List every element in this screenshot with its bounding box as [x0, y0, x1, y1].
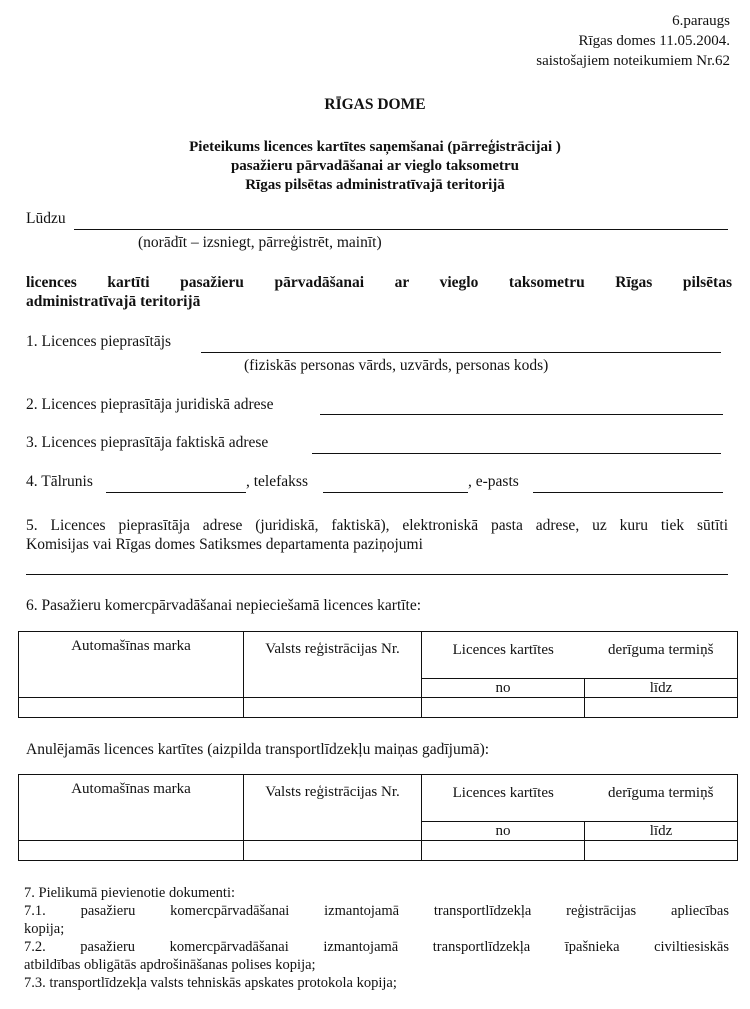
form-title-line1: Pieteikums licences kartītes saņemšanai (pārreģistrācijai )	[189, 139, 561, 155]
documents-title: 7. Pielikumā pievienotie dokumenti:	[24, 885, 236, 901]
cell-reg-no[interactable]	[244, 841, 422, 861]
request-label: Lūdzu	[26, 210, 66, 227]
cell-from[interactable]	[422, 698, 585, 718]
cell-reg-no[interactable]	[244, 698, 422, 718]
header-to: līdz	[585, 822, 738, 841]
phone-label: 4. Tālrunis	[26, 473, 93, 490]
section6-label: 6. Pasažieru komercpārvadāšanai nepieciešamā licences kartīte:	[26, 597, 422, 614]
reference-sample-number: 6.paraugs	[672, 13, 730, 29]
header-car-make: Automašīnas marka	[19, 775, 244, 841]
document-item-2-line2: atbildības obligātās apdrošināšanas polises kopija;	[24, 957, 316, 973]
form-title-line3: Rīgas pilsētas administratīvajā teritorijā	[245, 177, 505, 193]
document-item-3: 7.3. transportlīdzekļa valsts tehniskās apskates protokola kopija;	[24, 975, 397, 991]
cell-car-make[interactable]	[19, 698, 244, 718]
document-item-1-line1: 7.1. pasažieru komercpārvadāšanai izmantojamā transportlīdzekļa reģistrācijas apliecības	[24, 903, 729, 919]
legal-address-input-line[interactable]	[320, 414, 723, 415]
applicant-hint: (fiziskās personas vārds, uzvārds, personas kods)	[244, 357, 549, 374]
header-card: Licences kartītes	[422, 632, 585, 679]
header-validity: derīguma termiņš	[585, 775, 738, 822]
org-title: RĪGAS DOME	[324, 96, 426, 113]
notice-address-line2: Komisijas vai Rīgas domes Satiksmes departamenta paziņojumi	[26, 536, 423, 553]
cell-to[interactable]	[585, 841, 738, 861]
header-to: līdz	[585, 679, 738, 698]
email-input-line[interactable]	[533, 492, 723, 493]
reference-regulation: saistošajiem noteikumiem Nr.62	[536, 53, 730, 69]
fax-input-line[interactable]	[323, 492, 468, 493]
applicant-input-line[interactable]	[201, 352, 721, 353]
request-hint: (norādīt – izsniegt, pārreģistrēt, mainīt)	[138, 234, 382, 251]
applicant-label: 1. Licences pieprasītājs	[26, 333, 172, 350]
cell-car-make[interactable]	[19, 841, 244, 861]
documents-list	[24, 884, 729, 992]
subject-line2: administratīvajā teritorijā	[26, 293, 201, 310]
header-car-make: Automašīnas marka	[19, 632, 244, 698]
annulled-label: Anulējamās licences kartītes (aizpilda transportlīdzekļu maiņas gadījumā):	[26, 741, 490, 758]
document-item-2-line1: 7.2. pasažieru komercpārvadāšanai izmantojamā transportlīdzekļa īpašnieka civiltiesiskās	[24, 939, 729, 955]
header-card: Licences kartītes	[422, 775, 585, 822]
request-input-line[interactable]	[74, 229, 728, 230]
header-reg-no: Valsts reģistrācijas Nr.	[244, 632, 422, 698]
actual-address-label: 3. Licences pieprasītāja faktiskā adrese	[26, 434, 269, 451]
subject-line1: licences kartīti pasažieru pārvadāšanai ar vieglo taksometru Rīgas pilsētas	[26, 274, 732, 291]
header-reg-no: Valsts reģistrācijas Nr.	[244, 775, 422, 841]
notice-address-line1: 5. Licences pieprasītāja adrese (juridiskā, faktiskā), elektroniskā pasta adrese, uz kuru tiek sūtīti	[26, 517, 728, 534]
table-row	[19, 841, 738, 861]
document-item-1-line2: kopija;	[24, 921, 65, 937]
header-from: no	[422, 679, 585, 698]
cell-to[interactable]	[585, 698, 738, 718]
reference-block	[536, 11, 730, 71]
required-card-table	[18, 631, 738, 718]
header-validity: derīguma termiņš	[585, 632, 738, 679]
fax-label: , telefakss	[246, 473, 308, 490]
reference-decision-date: Rīgas domes 11.05.2004.	[578, 33, 730, 49]
email-label: , e-pasts	[468, 473, 519, 490]
notice-address-input-line[interactable]	[26, 574, 728, 575]
legal-address-label: 2. Licences pieprasītāja juridiskā adrese	[26, 396, 274, 413]
cell-from[interactable]	[422, 841, 585, 861]
form-title-line2: pasažieru pārvadāšanai ar vieglo taksometru	[230, 158, 520, 174]
table-row	[19, 698, 738, 718]
actual-address-input-line[interactable]	[312, 453, 721, 454]
annulled-card-table	[18, 774, 738, 861]
header-from: no	[422, 822, 585, 841]
phone-input-line[interactable]	[106, 492, 246, 493]
form-title	[0, 138, 750, 195]
